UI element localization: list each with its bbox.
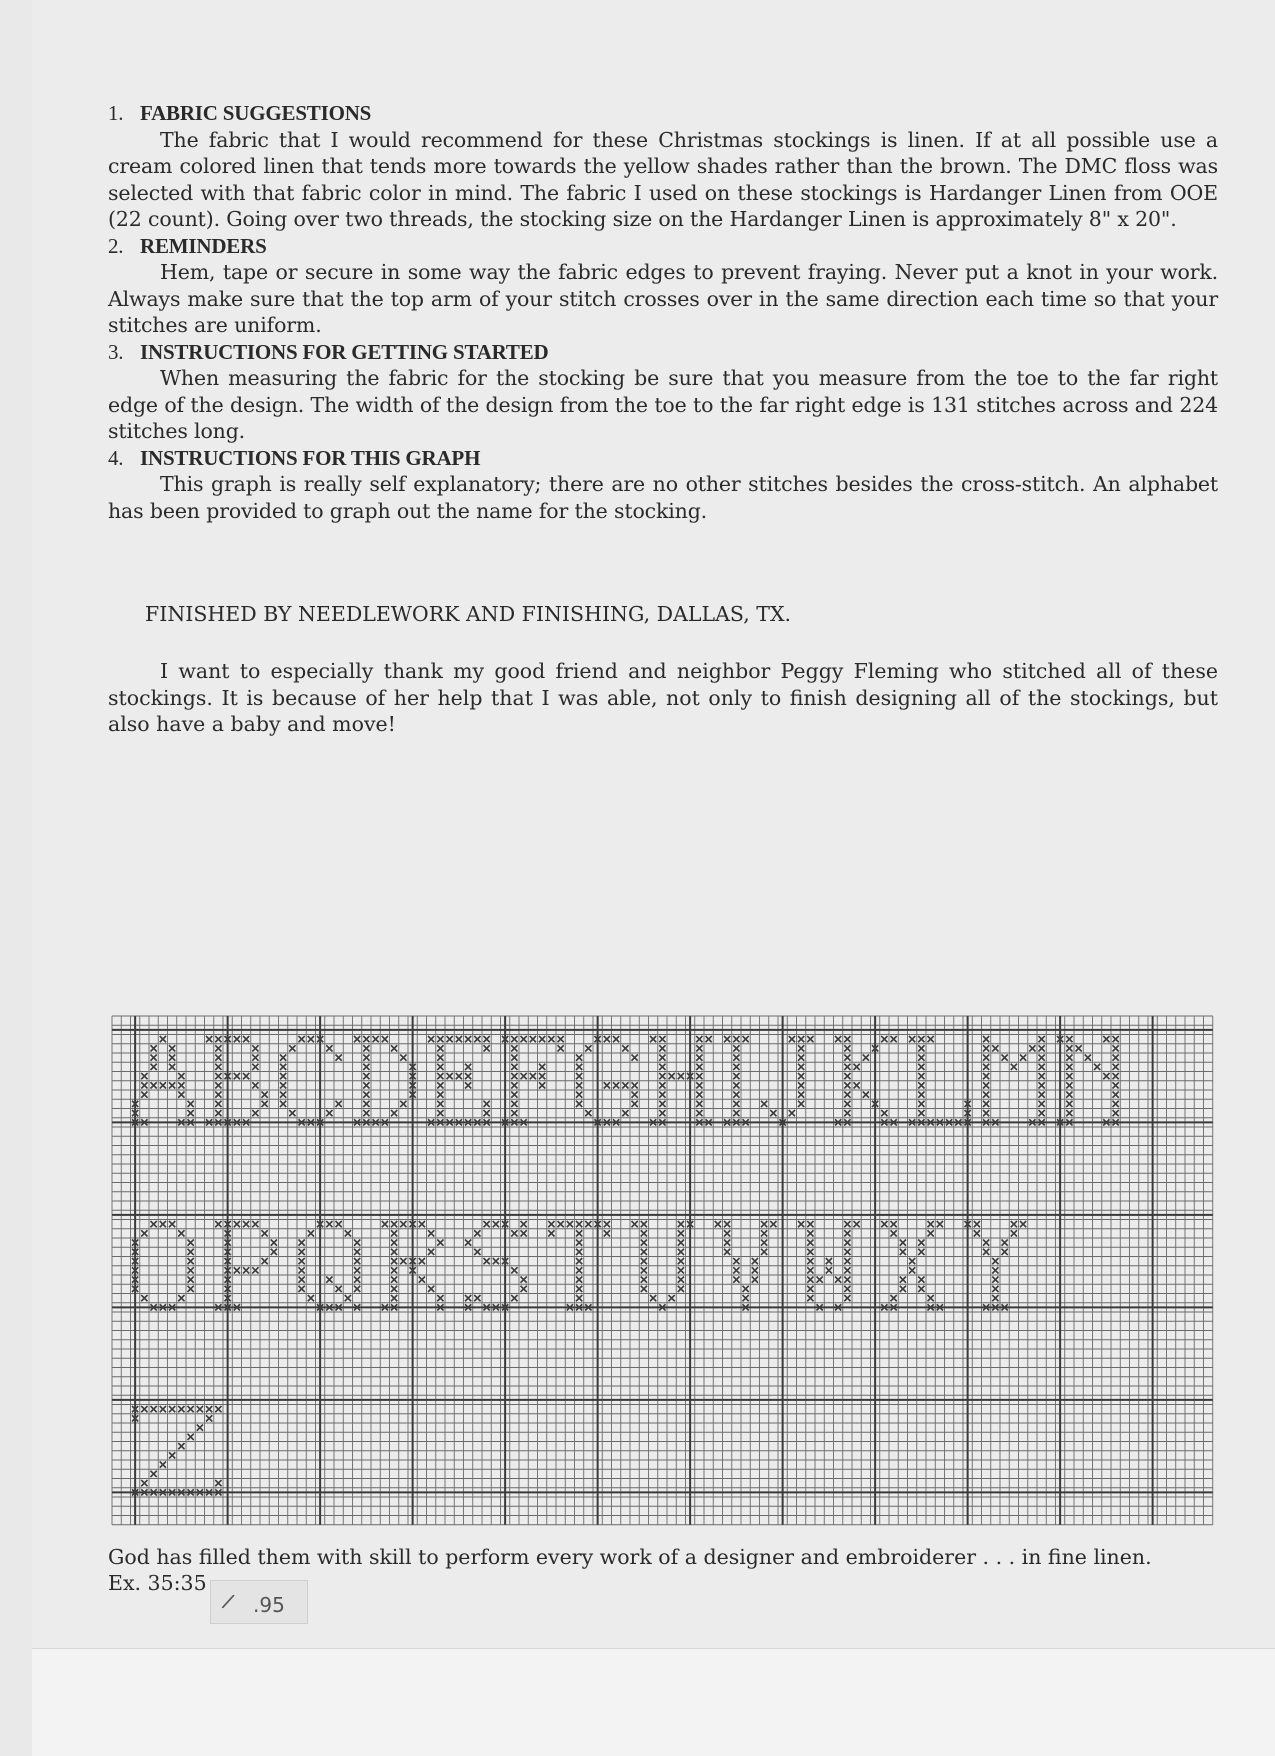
section-heading: 3. INSTRUCTIONS FOR GETTING STARTED xyxy=(108,339,549,364)
section-body: When measuring the fabric for the stocking be sure that you measure from the toe to the far right edge of the design. The width of the design from the toe to the far right edge is 131 stitches across and 224 stitches long. xyxy=(108,366,1218,443)
section-heading: 2. REMINDERS xyxy=(108,233,267,258)
quote-text: God has filled them with skill to perform every work of a designer and embroiderer . . . in fine linen. xyxy=(108,1545,1152,1569)
quote-reference: Ex. 35:35 xyxy=(108,1571,207,1595)
price-value: .95 xyxy=(253,1593,285,1617)
price-sticker xyxy=(210,1580,308,1624)
section-body: The fabric that I would recommend for these Christmas stockings is linen. If at all possible use a cream colored linen that tends more towards the yellow shades rather than the brown. The DMC floss was selected with that fabric color in mind. The fabric I used on these stockings is Hardanger Linen from OOE (22 count). Going over two threads, the stocking size on the Hardanger Linen is approximately 8" x 20". xyxy=(108,127,1218,231)
price-mark: / xyxy=(220,1588,237,1614)
section-body: This graph is really self explanatory; there are no other stitches besides the cross-stitch. An alphabet has been provided to graph out the name for the stocking. xyxy=(108,472,1218,523)
section-heading: 1. FABRIC SUGGESTIONS xyxy=(108,101,372,125)
finished-by-credit: FINISHED BY NEEDLEWORK AND FINISHING, DALLAS, TX. xyxy=(145,602,792,626)
section-body: Hem, tape or secure in some way the fabric edges to prevent fraying. Never put a knot in your work. Always make sure that the top arm of your stitch crosses over in the same direction each time so that your stitches are uniform. xyxy=(108,260,1218,337)
section-heading: 4. INSTRUCTIONS FOR THIS GRAPH xyxy=(108,445,481,470)
acknowledgement: I want to especially thank my good friend and neighbor Peggy Fleming who stitched all of these stockings. It is because of her help that I was able, not only to finish designing all of the stockings, but also have a baby and move! xyxy=(108,659,1218,736)
